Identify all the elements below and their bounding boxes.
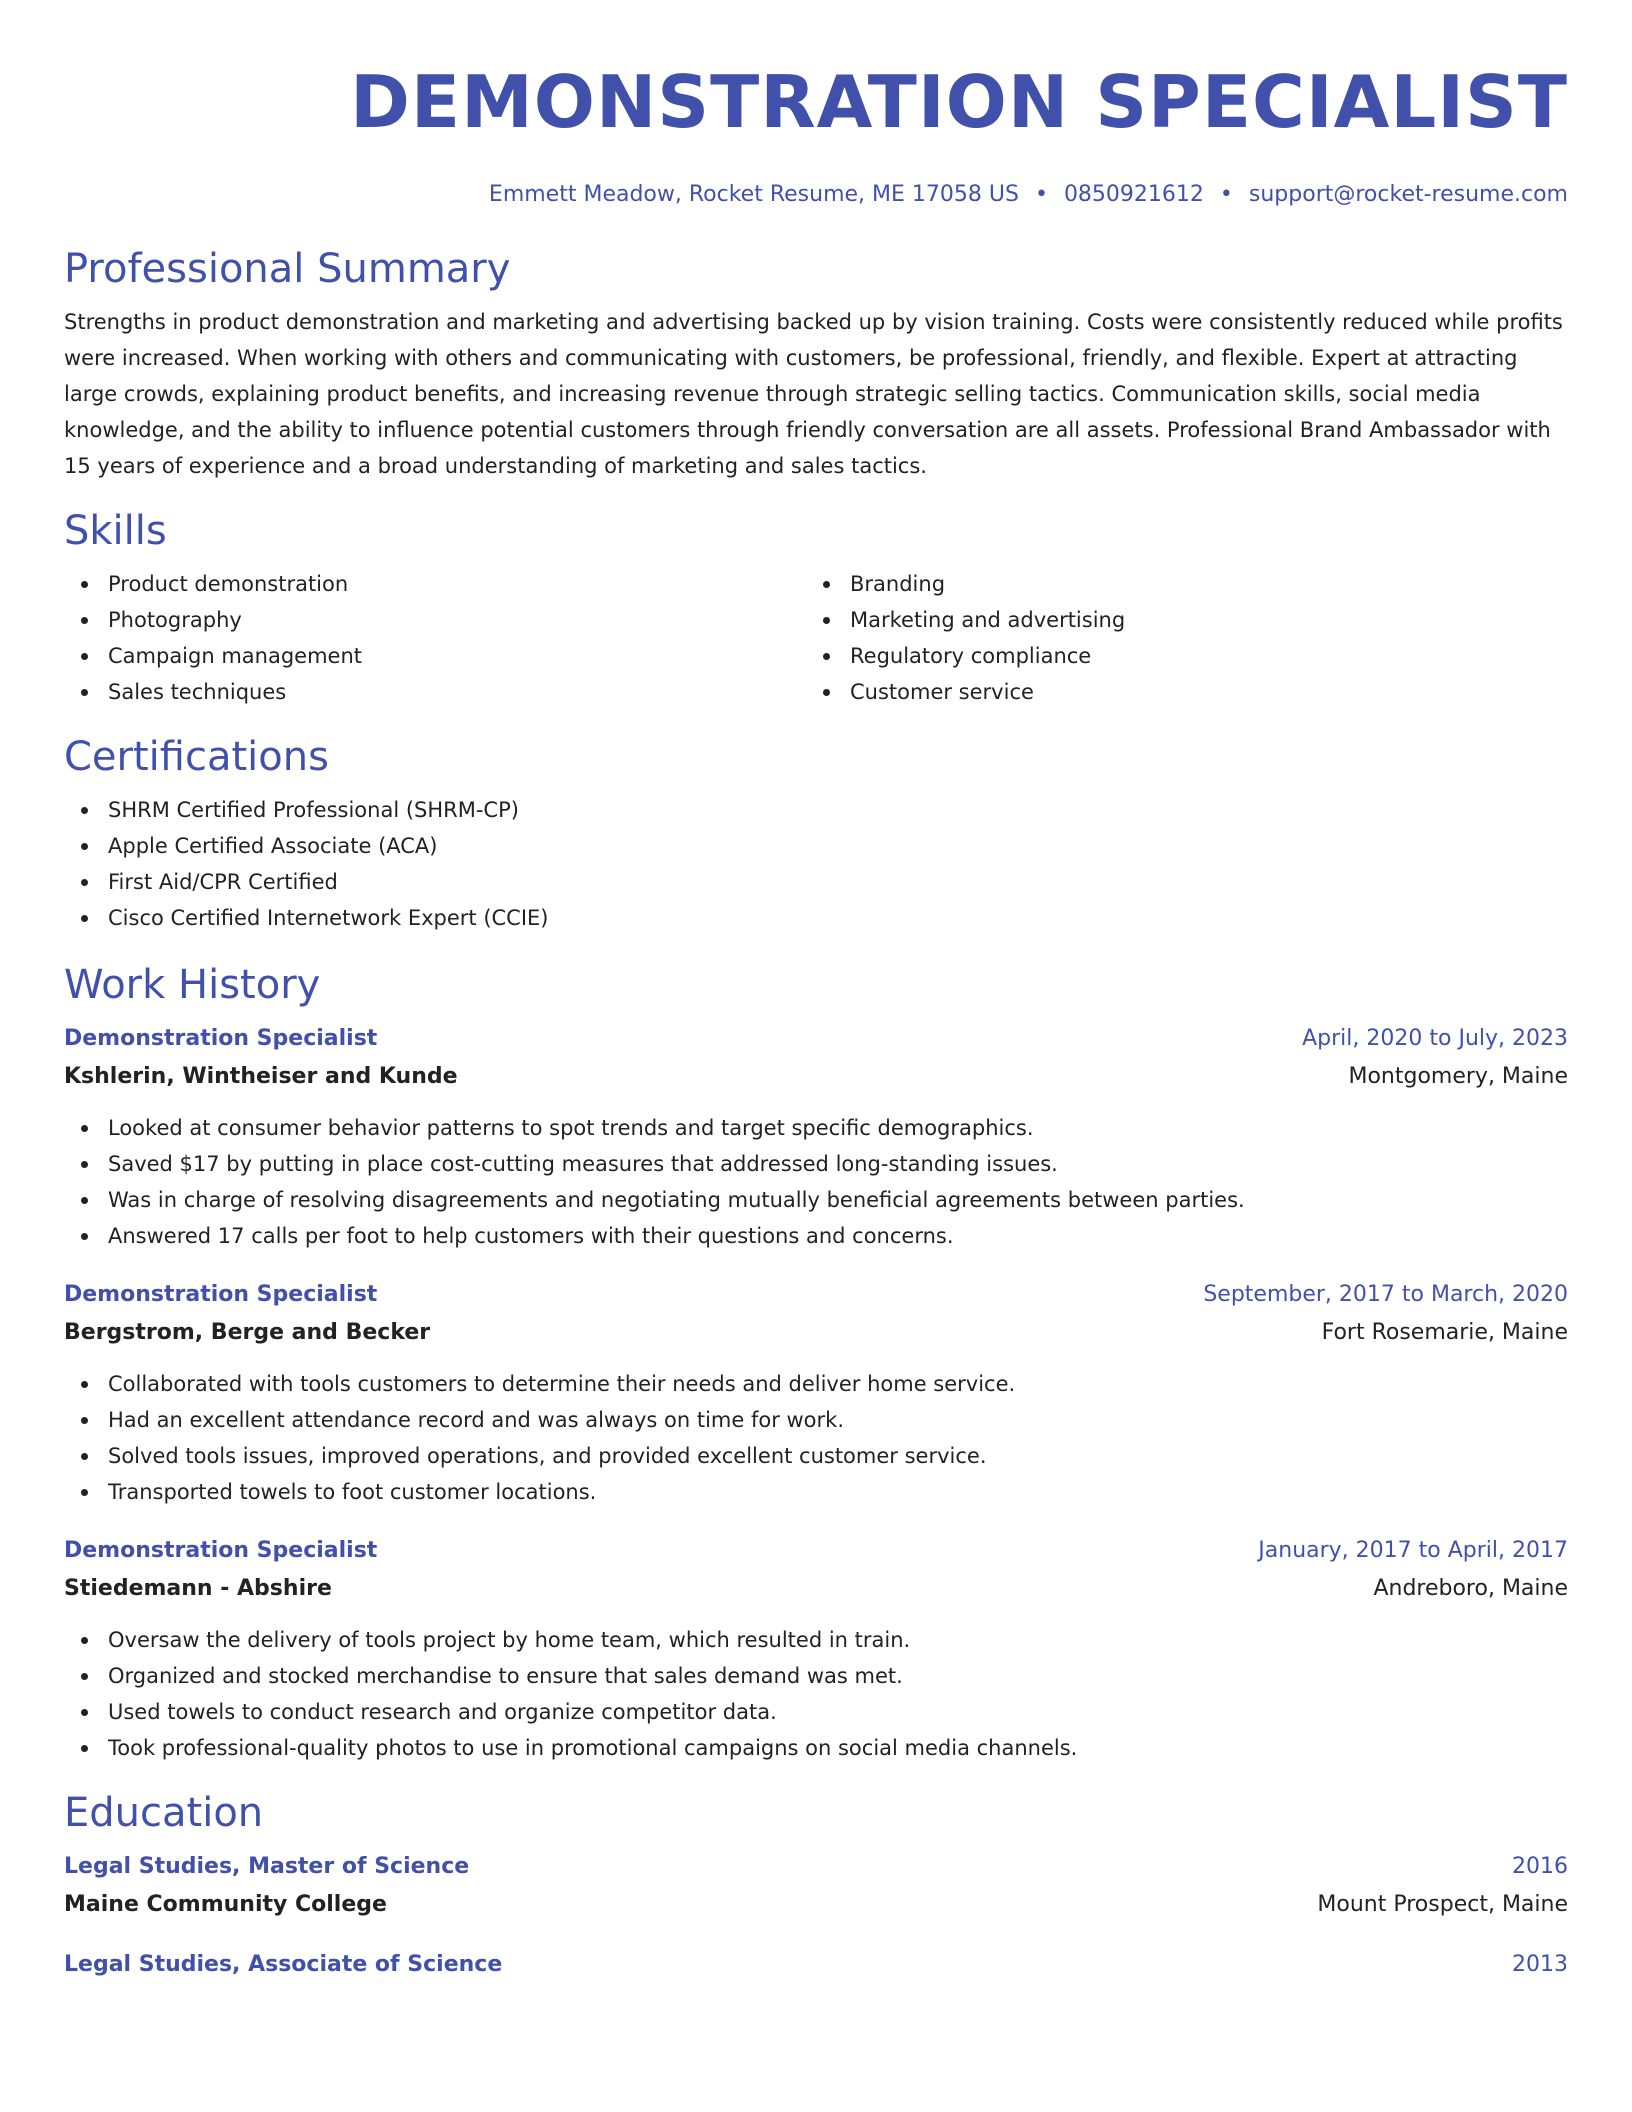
contact-phone: 0850921612 <box>1063 182 1204 207</box>
job-location: Andreboro, Maine <box>1373 1576 1568 1601</box>
work-history-heading: Work History <box>64 962 321 1008</box>
certification-item: SHRM Certified Professional (SHRM-CP) <box>64 792 1568 828</box>
skill-item: Product demonstration <box>64 566 806 602</box>
contact-address: Emmett Meadow, Rocket Resume, ME 17058 US <box>488 182 1019 207</box>
job-employer: Stiedemann - Abshire <box>64 1576 332 1601</box>
job-duties <box>64 1110 1568 1254</box>
job-duty: Took professional-quality photos to use in promotional campaigns on social media channels. <box>64 1730 1568 1766</box>
skills-heading: Skills <box>64 508 167 554</box>
summary-text: Strengths in product demonstration and marketing and advertising backed up by vision training. Costs were consistently reduced while profits were increased. When working with others and communicating with customers, be professional, friendly, and flexible. Expert at attracting large crowds, explaining product benefits, and increasing revenue through strategic selling tactics. Communication skills, social media knowledge, and the ability to influence potential customers through friendly conversation are all assets. Professional Brand Ambassador with 15 years of experience and a broad understanding of marketing and sales tactics. <box>64 310 1563 478</box>
certifications-heading: Certifications <box>64 734 329 780</box>
job-dates: September, 2017 to March, 2020 <box>1203 1282 1568 1307</box>
job-duty: Organized and stocked merchandise to ensure that sales demand was met. <box>64 1658 1568 1694</box>
job-role: Demonstration Specialist <box>64 1282 378 1307</box>
job-dates: January, 2017 to April, 2017 <box>1258 1538 1568 1563</box>
certification-item: Cisco Certified Internetwork Expert (CCIE) <box>64 900 1568 936</box>
job-entry <box>64 1276 1568 1510</box>
job-duty: Saved $17 by putting in place cost-cutting measures that addressed long-standing issues. <box>64 1146 1568 1182</box>
job-duty: Oversaw the delivery of tools project by home team, which resulted in train. <box>64 1622 1568 1658</box>
job-role: Demonstration Specialist <box>64 1026 378 1051</box>
job-duty: Solved tools issues, improved operations, and provided excellent customer service. <box>64 1438 1568 1474</box>
certification-item: First Aid/CPR Certified <box>64 864 1568 900</box>
education-year: 2013 <box>1512 1952 1568 1977</box>
skills-list-left <box>64 566 806 710</box>
education-degree: Legal Studies, Associate of Science <box>64 1952 503 1977</box>
job-location: Montgomery, Maine <box>1348 1064 1568 1089</box>
certifications-list <box>64 792 1568 936</box>
skill-item: Customer service <box>806 674 1548 710</box>
job-employer: Kshlerin, Wintheiser and Kunde <box>64 1064 458 1089</box>
skill-item: Branding <box>806 566 1548 602</box>
job-duty: Used towels to conduct research and organize competitor data. <box>64 1694 1568 1730</box>
resume-title: DEMONSTRATION SPECIALIST <box>350 60 1568 144</box>
contact-email: support@rocket-resume.com <box>1248 182 1568 207</box>
job-duties <box>64 1622 1568 1766</box>
job-duty: Looked at consumer behavior patterns to spot trends and target specific demographics. <box>64 1110 1568 1146</box>
contact-separator: • <box>1034 182 1048 207</box>
job-duty: Was in charge of resolving disagreements and negotiating mutually beneficial agreements between parties. <box>64 1182 1568 1218</box>
skill-item: Regulatory compliance <box>806 638 1548 674</box>
education-year: 2016 <box>1512 1854 1568 1879</box>
job-location: Fort Rosemarie, Maine <box>1321 1320 1568 1345</box>
skills-grid <box>64 566 1568 710</box>
contact-line <box>64 180 1568 210</box>
skill-item: Sales techniques <box>64 674 806 710</box>
certification-item: Apple Certified Associate (ACA) <box>64 828 1568 864</box>
job-duty: Had an excellent attendance record and was always on time for work. <box>64 1402 1568 1438</box>
skills-list-right <box>806 566 1548 710</box>
skill-item: Photography <box>64 602 806 638</box>
skill-item: Marketing and advertising <box>806 602 1548 638</box>
job-entry <box>64 1532 1568 1766</box>
job-duty: Transported towels to foot customer locations. <box>64 1474 1568 1510</box>
job-duties <box>64 1366 1568 1510</box>
education-entry <box>64 1848 1568 1924</box>
education-entry <box>64 1946 1568 1984</box>
job-role: Demonstration Specialist <box>64 1538 378 1563</box>
education-degree: Legal Studies, Master of Science <box>64 1854 470 1879</box>
education-heading: Education <box>64 1790 264 1836</box>
skill-item: Campaign management <box>64 638 806 674</box>
job-dates: April, 2020 to July, 2023 <box>1302 1026 1568 1051</box>
resume-page <box>64 0 1568 1984</box>
job-employer: Bergstrom, Berge and Becker <box>64 1320 431 1345</box>
contact-separator: • <box>1219 182 1233 207</box>
job-duty: Answered 17 calls per foot to help customers with their questions and concerns. <box>64 1218 1568 1254</box>
education-school: Maine Community College <box>64 1892 387 1917</box>
summary-heading: Professional Summary <box>64 246 511 292</box>
education-location: Mount Prospect, Maine <box>1317 1892 1568 1917</box>
job-duty: Collaborated with tools customers to determine their needs and deliver home service. <box>64 1366 1568 1402</box>
job-entry <box>64 1020 1568 1254</box>
